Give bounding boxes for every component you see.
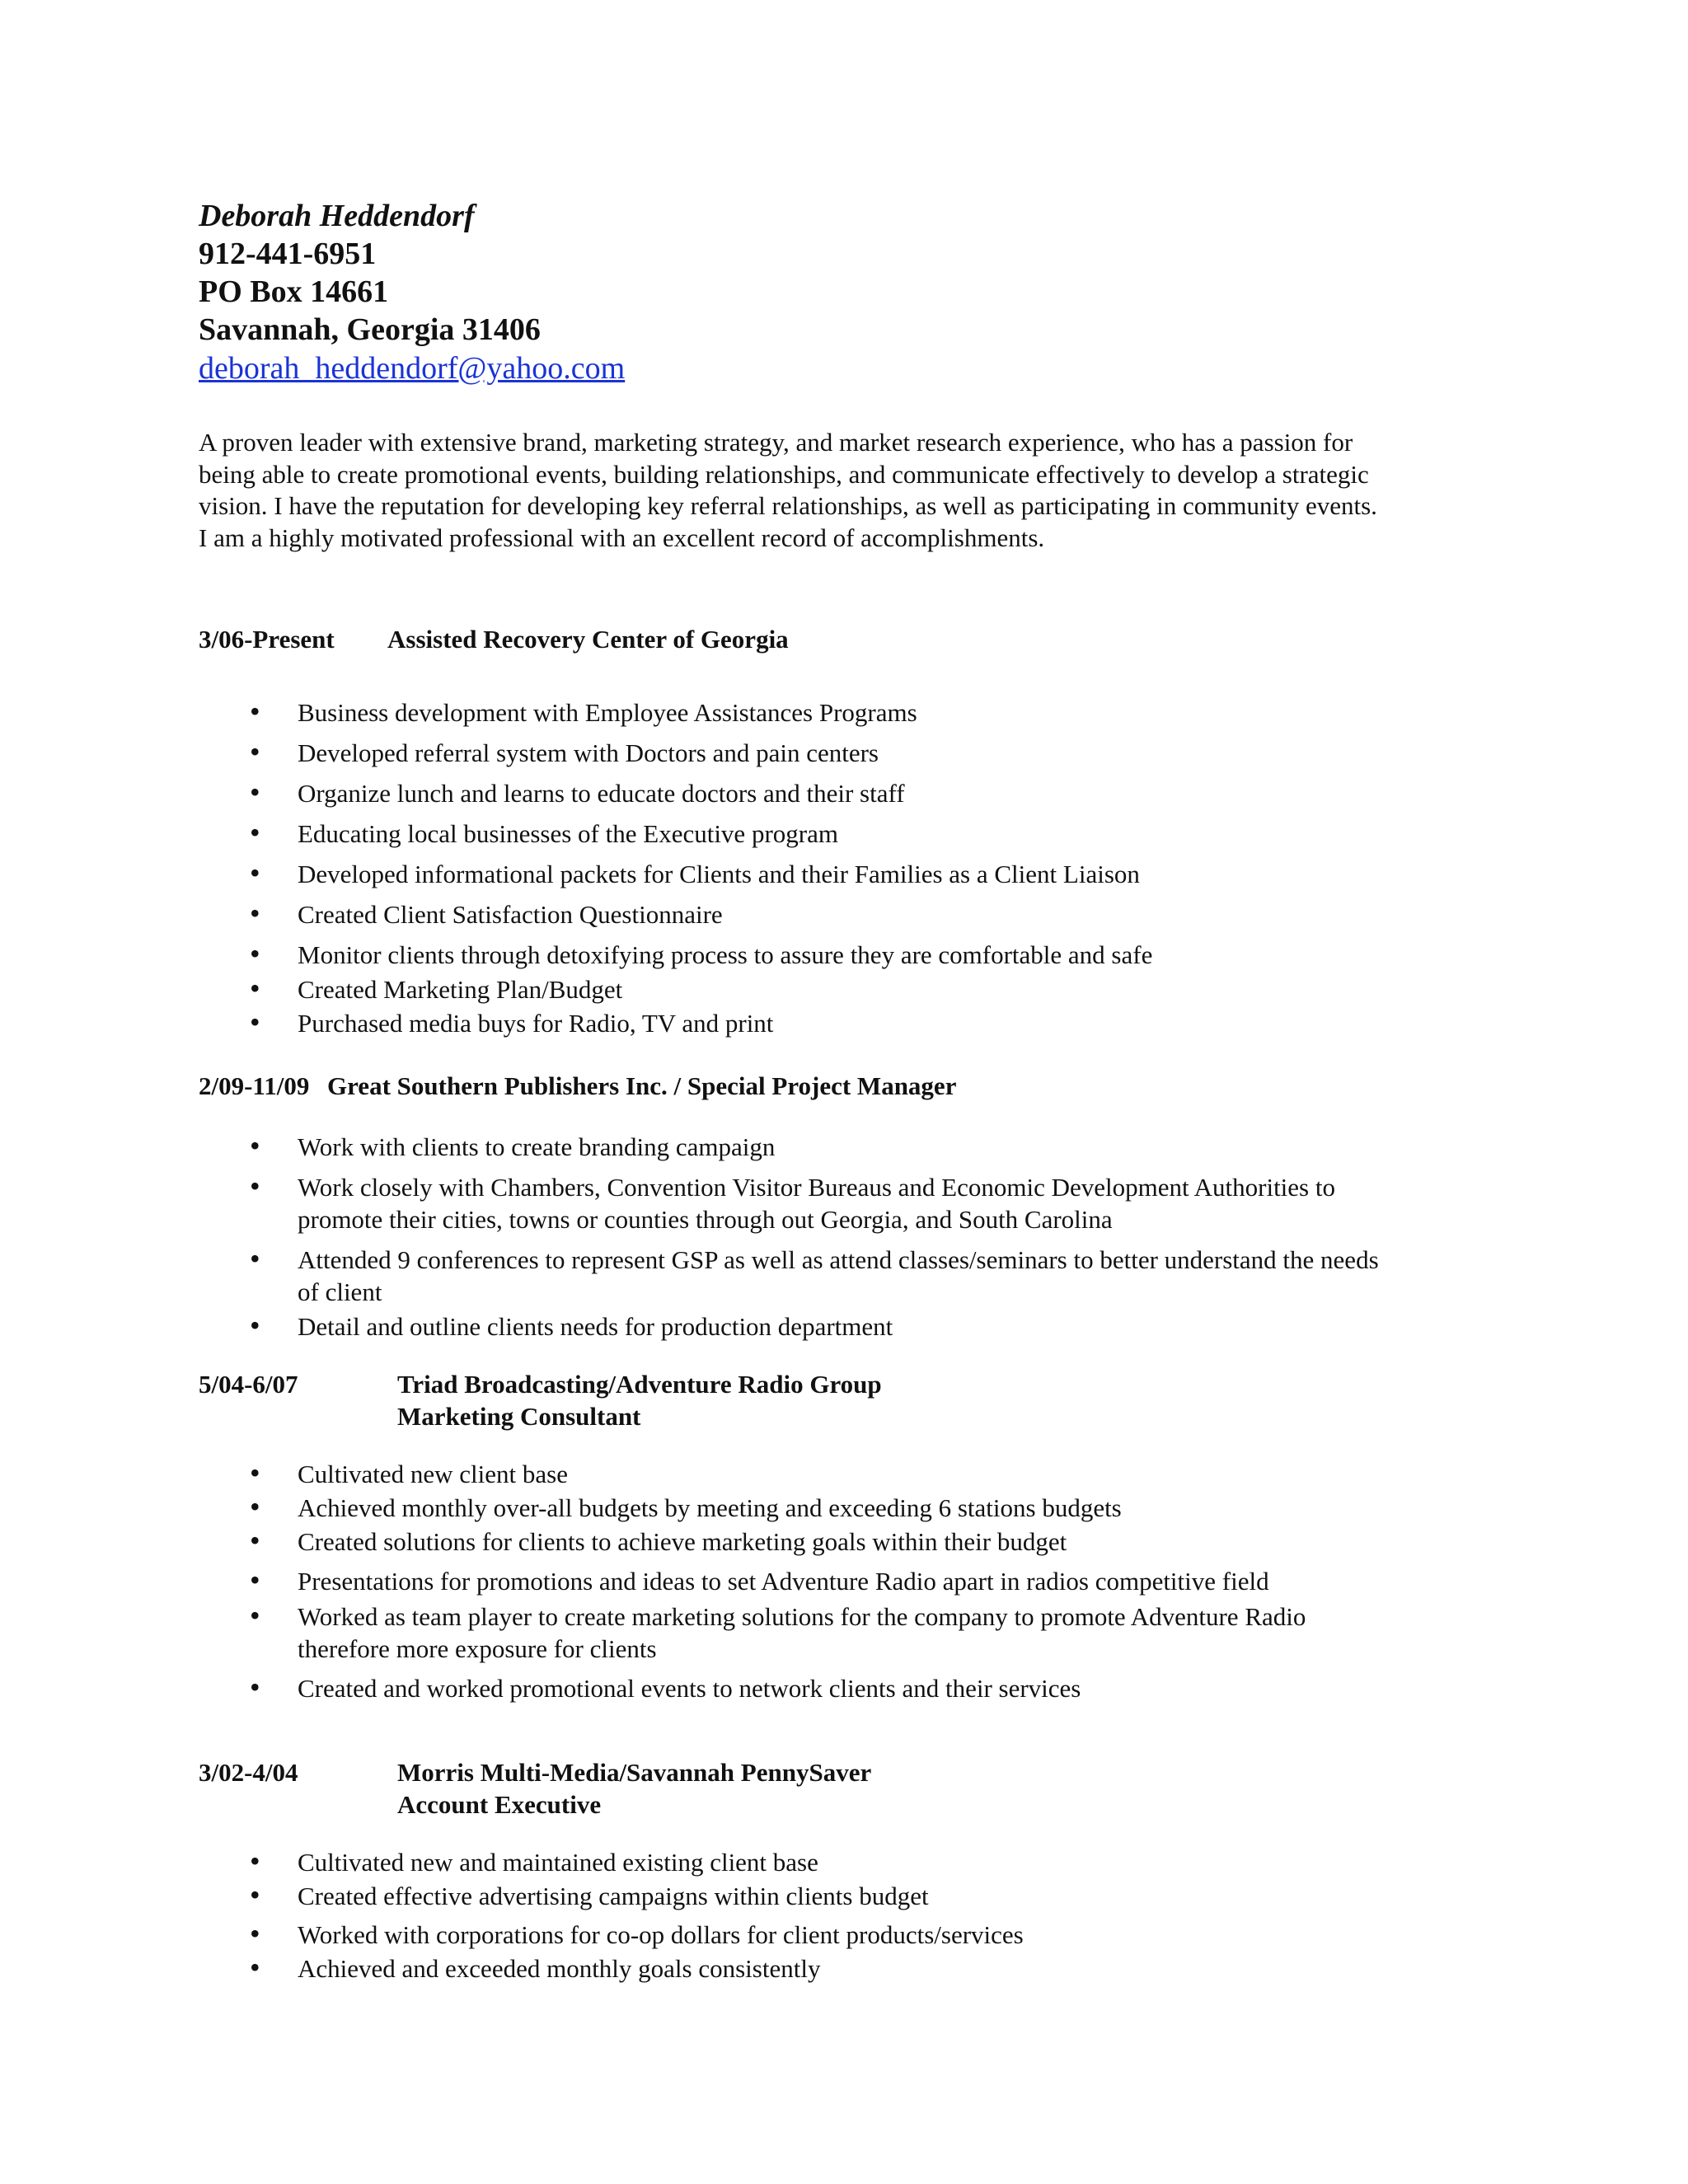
job-heading <box>199 1758 872 1819</box>
resume-page: Deborah Heddendorf 912-441-6951 PO Box 14661 Savannah, Georgia 31406 deborah_heddendorf@yahoo.com A proven leader with extensive brand, marketing strategy, and market research experience, who has a passion for being able to create promotional events, building relationships, and communicate effectively to develop a strategic vision. I have the reputation for developing key referral relationships, as well as participating in community events. I am a highly motivated professional with an excellent record of accomplishments. 3/06-Present Assisted Recovery Center of Georgia • Business development with Employee Assistances Programs • Developed referral system with Doctors and pain centers • Organize lunch and learns to educate doctors and their staff • Educating local businesses of the Executive program • Developed informational packets for Clients and their Families as a Client Liaison • Created Client Satisfaction Questionnaire • Monitor clients through detoxifying process to assure they are comfortable and safe • Created Marketing Plan/Budget • Purchased media buys for Radio, TV and print 2/09-11/09 Great Southern Publishers Inc. / Special Project Manager • Work with clients to create branding campaign • Work closely with Chambers, Convention Visitor Bureaus and Economic Development Authorities to promote their cities, towns or counties through out Georgia, and South Carolina • Attended 9 conferences to represent GSP as well as attend classes/seminars to better understand the needs of client • Detail and outline clients needs for production department 5/04-6/07 Triad Broadcasting/Adventure Radio Group Marketing Consultant • Cultivated new client base • Achieved monthly over-all budgets by meeting and exceeding 6 stations budgets • Created solutions for clients to achieve marketing goals within their budget • Presentations for promotions and ideas to set Adventure Radio apart in radios competitive field • Worked as team player to create marketing solutions for the company to promote Adventure Radio therefore more exposure for clients • Created and worked promotional events to network clients and their services 3/02-4/04 Morris Multi-Media/Savannah PennySaver Account Executive • Cultivated new and maintained existing client base • Created effective advertising campaigns within clients budget • Worked with corporations for co-op dollars for client products/services • Achieved and exceeded monthly goals consistently <box>0 0 1688 2184</box>
job-company: Triad Broadcasting/Adventure Radio Group <box>397 1370 882 1399</box>
job-dates: 3/06-Present <box>199 625 335 654</box>
job-company: Morris Multi-Media/Savannah PennySaver <box>397 1758 872 1787</box>
address-line-2: Savannah, Georgia 31406 <box>199 312 541 347</box>
job-company: Assisted Recovery Center of Georgia <box>387 625 789 654</box>
job-title: Marketing Consultant <box>397 1402 641 1431</box>
resume-name: Deborah Heddendorf <box>199 199 475 233</box>
address-line-1: PO Box 14661 <box>199 274 389 309</box>
job-dates: 2/09-11/09 <box>199 1071 310 1100</box>
job-heading <box>199 1071 957 1101</box>
job-company: Great Southern Publishers Inc. / Special Project Manager <box>327 1071 957 1100</box>
job-heading <box>199 625 789 654</box>
job-title: Account Executive <box>397 1790 602 1819</box>
phone-number: 912-441-6951 <box>199 237 377 271</box>
job-dates: 5/04-6/07 <box>199 1370 298 1399</box>
summary-paragraph <box>199 427 1493 554</box>
summary-line: being able to create promotional events, building relationships, and communicate effectively to develop a strategic <box>199 459 1369 489</box>
job-heading <box>199 1370 882 1431</box>
job-dates: 3/02-4/04 <box>199 1758 298 1787</box>
summary-line: A proven leader with extensive brand, marketing strategy, and market research experience, who has a passion for <box>199 428 1353 457</box>
summary-line: vision. I have the reputation for developing key referral relationships, as well as participating in community events. <box>199 491 1377 520</box>
summary-line: I am a highly motivated professional with an excellent record of accomplishments. <box>199 523 1045 552</box>
email-link[interactable]: deborah_heddendorf@yahoo.com <box>199 351 626 386</box>
